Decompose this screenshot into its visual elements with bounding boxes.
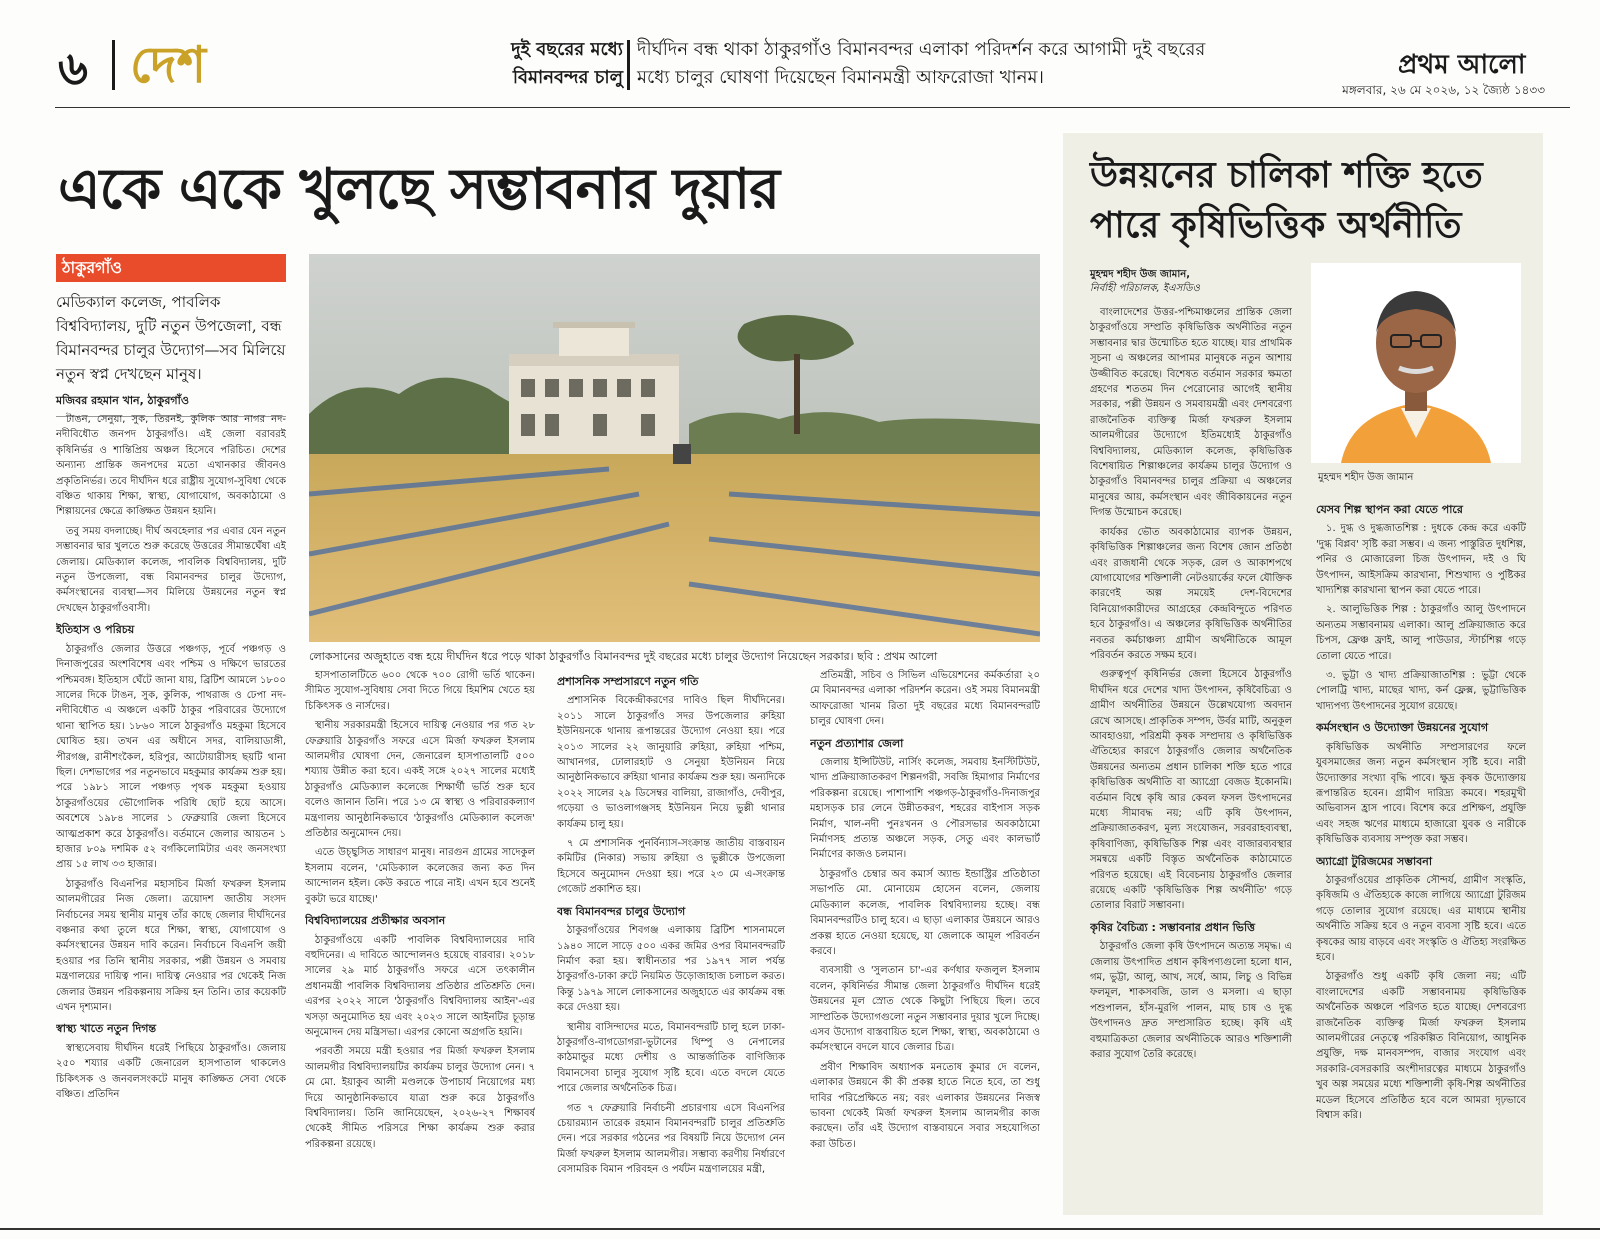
paragraph: ঠাকুরগাঁওয়ে একটি পাবলিক বিশ্ববিদ্যালয়ের দাবি বহুদিনের। এ দাবিতে আন্দোলনও হয়েছে বারবার। ২০১৮ সালের ২৯ মার্চ ঠাকুরগাঁও সফরে এসে তৎকালীন প্রধানমন্ত্রী পাবলিক বিশ্ববিদ্যালয় প্রতিষ্ঠার প্রতিশ্রুতি দেন। এরপর ২০২২ সালে 'ঠাকুরগাঁও বিশ্ববিদ্যালয় আইন'-এর খসড়া অনুমোদিত হয় এবং ২০২৩ সালে আইনটির চূড়ান্ত অনুমোদন দেয় মন্ত্রিসভা। এরপর কোনো অগ্রগতি হয়নি। [305,934,535,1038]
subhead-university: বিশ্ববিদ্যালয়ের প্রতীক্ষার অবসান [305,914,446,928]
subhead-employment: কর্মসংস্থান ও উদ্যোক্তা উন্নয়নের সুযোগ [1316,721,1489,735]
sidebar-column-right [1316,496,1526,1217]
paragraph: টাঙন, সেনুয়া, সুক, তিরনই, কুলিক আর নাগর নদ-নদীবিধৌত জনপদ ঠাকুরগাঁও। এই জেলা বরাবরই কৃষিনির্ভর ও শান্তিপ্রিয় অঞ্চল হিসেবে পরিচিত। দেশের অন্যান্য প্রান্তিক জনপদের মতো এখানকার জীবনও প্রকৃতিনির্ভর। তবে দীর্ঘদিন ধরে রাষ্ট্রীয় সুযোগ-সুবিধা থেকে বঞ্চিত থাকায় শিক্ষা, স্বাস্থ্য, যোগাযোগ, অবকাঠামো ও শিল্পায়নের ক্ষেত্রে কাঙ্ক্ষিত উন্নয়ন হয়নি। [56,414,286,518]
paragraph: কৃষিভিত্তিক অর্থনীতি সম্প্রসারণের ফলে যুবসমাজের জন্য নতুন কর্মসংস্থান সৃষ্টি হবে। নারী উদ্যোক্তার সংখ্যা বৃদ্ধি পাবে। ক্ষুদ্র কৃষক উদ্যোক্তায় রূপান্তরিত হবেন। গ্রামীণ দারিদ্র্য কমবে। শহরমুখী অভিবাসন হ্রাস পাবে। বিশেষ করে প্রশিক্ষণ, প্রযুক্তি এবং সহজ ঋণের মাধ্যমে হাজারো যুবক ও নারীকে কৃষিভিত্তিক ব্যবসায় সম্পৃক্ত করা সম্ভব। [1316,741,1526,846]
header-separator [112,40,115,90]
subhead-airport: বন্ধ বিমানবন্দর চালুর উদ্যোগ [557,904,686,918]
portrait-illustration [1311,263,1521,463]
paragraph: ঠাকুরগাঁও জেলা কৃষি উৎপাদনে অত্যন্ত সমৃদ্ধ। এ জেলায় উৎপাদিত প্রধান কৃষিপণ্যগুলো হলো ধান, গম, ভুট্টা, আলু, আখ, সর্ষে, আম, লিচু ও বিভিন্ন ফলমূল, শাকসবজি, ডাল ও মসলা। এ ছাড়া পশুপালন, হাঁস-মুরগি পালন, মাছ চাষ ও দুগ্ধ উৎপাদনও দ্রুত সম্প্রসারিত হচ্ছে। কৃষি এই বহুমাত্রিকতা জেলার অর্থনীতিকে আরও শক্তিশালী করার সুযোগ তৈরি করেছে। [1090,941,1292,1061]
main-headline: একে একে খুলছে সম্ভাবনার দুয়ার [58,156,780,222]
header-rule [55,107,1570,108]
sidebar-column-left [1090,305,1292,1217]
sidebar-title: উন্নয়নের চালিকা শক্তি হতে পারে কৃষিভিত্তিক অর্থনীতি [1090,154,1483,246]
paragraph: কার্যকর ভৌত অবকাঠামোর ব্যাপক উন্নয়ন, কৃষিভিত্তিক শিল্পাঞ্চলের জন্য বিশেষ জোন প্রতিষ্ঠা এবং রাজধানী থেকে সড়ক, রেল ও আকাশপথে যোগাযোগের শক্তিশালী নেটওয়ার্কের ফলে যৌক্তিক কারণেই অল্প সময়েই দেশ-বিদেশের বিনিয়োগকারীদের আগ্রহের কেন্দ্রবিন্দুতে পরিণত হবে ঠাকুরগাঁও। এ অঞ্চলের কৃষিভিত্তিক অর্থনীতির নবতর কর্মচাঞ্চল্য গ্রামীণ অর্থনীতিকে আমূল পরিবর্তন করতে সক্ষম হবে। [1090,526,1292,661]
teaser-text: দীর্ঘদিন বন্ধ থাকা ঠাকুরগাঁও বিমানবন্দর এলাকা পরিদর্শন করে আগামী দুই বছরের মধ্যে চালুর ঘোষণা দিয়েছেন বিমানমন্ত্রী আফরোজা খানম। [637,39,1206,88]
airport-photo [309,254,1040,642]
paragraph: হাসপাতালটিতে ৬০০ থেকে ৭০০ রোগী ভর্তি থাকেন। সীমিত সুযোগ-সুবিধায় সেবা দিতে গিয়ে হিমশিম খেতে হয় চিকিৎসক ও নার্সদের। [305,670,535,712]
paragraph: ২. আলুভিত্তিক শিল্প : ঠাকুরগাঁও আলু উৎপাদনে অন্যতম সম্ভাবনাময় এলাকা। আলু প্রক্রিয়াজাত করে চিপস, ফ্রেঞ্চ ফ্রাই, আলু পাউডার, স্টার্চশিল্প গড়ে তোলা যেতে পারে। [1316,604,1526,662]
location-tag: ঠাকুরগাঁও [56,254,286,282]
subhead-new-hope: নতুন প্রত্যাশার জেলা [810,736,904,750]
paragraph: ঠাকুরগাঁও চেম্বার অব কমার্স অ্যান্ড ইন্ডাস্ট্রির প্রতিষ্ঠাতা সভাপতি মো. মোনায়েম হোসেন বলেন, জেলায় মেডিক্যাল কলেজ, পাবলিক বিশ্ববিদ্যালয় হচ্ছে। বন্ধ বিমানবন্দরটিও চালু হবে। এ ছাড়া এলাকার উন্নয়নে আরও প্রকল্প হাতে নেওয়া হয়েছে, যা জেলাকে আমূল পরিবর্তন করবে। [810,868,1040,957]
article-column-2 [305,668,535,1222]
paragraph: গুরুত্বপূর্ণ কৃষিনির্ভর জেলা হিসেবে ঠাকুরগাঁও দীর্ঘদিন ধরে দেশের খাদ্য উৎপাদন, কৃষিবৈচিত্র্য ও গ্রামীণ অর্থনীতির উন্নয়নে উল্লেখযোগ্য অবদান রেখে আসছে। প্রাকৃতিক সম্পদ, উর্বর মাটি, অনুকূল আবহাওয়া, পরিশ্রমী কৃষক সম্প্রদায় ও কৃষিভিত্তিক ঐতিহ্যের কারণে ঠাকুরগাঁও জেলার অর্থনৈতিক উন্নয়নের অন্যতম প্রধান চালিকা শক্তি হতে পারে কৃষিভিত্তিক অর্থনীতি বা অ্যাগ্রো বেজড ইকোনমি। বর্তমান বিশ্বে কৃষি আর কেবল ফসল উৎপাদনের মধ্যে সীমাবদ্ধ নয়; এটি কৃষি উৎপাদন, প্রক্রিয়াজাতকরণ, মূল্য সংযোজন, সরবরাহব্যবস্থা, কৃষিবাণিজ্য, কৃষিভিত্তিক শিল্প এবং বাজারব্যবস্থার সমন্বয়ে একটি বিস্তৃত অর্থনৈতিক কাঠামোতে পরিণত হয়েছে। এই বিবেচনায় ঠাকুরগাঁও জেলার রয়েছে একটি 'কৃষিভিত্তিক শিল্প অর্থনীতি' গড়ে তোলার বিরাট সম্ভাবনা। [1090,669,1292,912]
section-name: দেশ [130,35,207,94]
paragraph: এতে উচ্ছ্বসিত সাধারণ মানুষ। নারগুন গ্রামের সাদেকুল ইসলাম বলেন, 'মেডিক্যাল কলেজের জন্য কত দিন আন্দোলন হইল। কেউ করতে পারে নাই। এখন হবে শুনেই বুকটা ভরে যাচ্ছে।' [305,847,535,905]
article-byline: মজিবর রহমান খান, ঠাকুরগাঁও [56,392,286,417]
paragraph: প্রশাসনিক বিকেন্দ্রীকরণের দাবিও ছিল দীর্ঘদিনের। ২০১১ সালে ঠাকুরগাঁও সদর উপজেলার রুহিয়া ইউনিয়নকে থানায় রূপান্তরের উদ্যোগ নেওয়া হয়। পরে ২০১৩ সালের ২২ জানুয়ারি রুহিয়া, রুহিয়া পশ্চিম, আখানগর, ঢোলারহাট ও সেনুয়া ইউনিয়ন নিয়ে আনুষ্ঠানিকভাবে রুহিয়া থানার কার্যক্রম শুরু হয়। অন্যদিকে ২০২২ সালের ২৯ ডিসেম্বর বালিয়া, রাজাগাঁও, দেবীপুর, গড়েয়া ও ভাওলাগঞ্জসহ ইউনিয়ন নিয়ে ভুল্লী থানার কার্যক্রম চালু হয়। [557,695,785,830]
paragraph: বাংলাদেশের উত্তর-পশ্চিমাঞ্চলের প্রান্তিক জেলা ঠাকুরগাঁওয়ে সম্প্রতি কৃষিভিত্তিক অর্থনীতির নতুন সম্ভাবনার দ্বার উন্মোচিত হতে যাচ্ছে। যার প্রাথমিক সূচনা এ অঞ্চলের আপামর মানুষকে নতুন আশায় উজ্জীবিত করেছে। বিশেষত বর্তমান সরকার ক্ষমতা গ্রহণের শততম দিন পেরোনোর আগেই স্থানীয় সরকার, পল্লী উন্নয়ন ও সমবায়মন্ত্রী এবং দেশবরেণ্য রাজনৈতিক ব্যক্তিত্ব মির্জা ফখরুল ইসলাম আলমগীরের উদ্যোগে ইতিমধ্যেই ঠাকুরগাঁও বিশ্ববিদ্যালয়, মেডিক্যাল কলেজ, কৃষিভিত্তিক বিশেষায়িত শিল্পাঞ্চলের কার্যক্রম চালুর উদ্যোগ ও ঠাকুরগাঁও বিমানবন্দর চালুর প্রক্রিয়া এ অঞ্চলের মানুষের আয়, কর্মসংস্থান এবং জীবিকায়নের নতুন দিগন্ত উন্মোচন করেছে। [1090,307,1292,519]
paragraph: ব্যবসায়ী ও 'সুলতান চা'-এর কর্ণধার ফজলুল ইসলাম বলেন, কৃষিনির্ভর সীমান্ত জেলা ঠাকুরগাঁও দীর্ঘদিন ধরেই উন্নয়নের মূল স্রোত থেকে কিছুটা পিছিয়ে ছিল। তবে সাম্প্রতিক উদ্যোগগুলো নতুন সম্ভাবনার দুয়ার খুলে দিচ্ছে। এসব উদ্যোগ বাস্তবায়িত হলে শিক্ষা, স্বাস্থ্য, অবকাঠামো ও কর্মসংস্থানে বদলে যাবে জেলার চিত্র। [810,965,1040,1054]
author-name: মুহম্মদ শহীদ উজ জামান, [1090,269,1191,280]
paragraph: তবু সময় বদলাচ্ছে। দীর্ঘ অবহেলার পর এবার যেন নতুন সম্ভাবনার দ্বার খুলতে শুরু করেছে উত্তরের সীমান্তঘেঁষা এই জেলায়। মেডিক্যাল কলেজ, পাবলিক বিশ্ববিদ্যালয়, দুটি নতুন উপজেলা, বন্ধ বিমানবন্দর চালুর উদ্যোগ, কর্মসংস্থানের ব্যবস্থা—সব মিলিয়ে উন্নয়নের নতুন স্বপ্ন দেখছেন ঠাকুরগাঁওবাসী। [56,525,286,614]
teaser-separator [627,40,630,90]
portrait-caption: মুহম্মদ শহীদ উজ জামান [1318,472,1414,483]
subhead-tourism: অ্যাগ্রো টুরিজমের সম্ভাবনা [1316,854,1433,868]
paragraph: ঠাকুরগাঁওয়ের প্রাকৃতিক সৌন্দর্য, গ্রামীণ সংস্কৃতি, কৃষিজমি ও ঐতিহ্যকে কাজে লাগিয়ে অ্যাগ্রো টুরিজম গড়ে তোলার সুযোগ রয়েছে। এর মাধ্যমে স্থানীয় অর্থনীতি সক্রিয় হবে ও নতুন ব্যবসা সৃষ্টি হবে। এতে কৃষকের আয় বাড়বে এবং সংস্কৃতি ও ঐতিহ্য সংরক্ষিত হবে। [1316,874,1526,963]
paragraph: ৭ মে প্রশাসনিক পুনর্বিন্যাস-সংক্রান্ত জাতীয় বাস্তবায়ন কমিটির (নিকার) সভায় রুহিয়া ও ভুল্লীকে উপজেলা হিসেবে অনুমোদন দেওয়া হয়। পরে ২৩ মে এ-সংক্রান্ত গেজেট প্রকাশিত হয়। [557,838,785,896]
paragraph: ঠাকুরগাঁও শুধু একটি কৃষি জেলা নয়; এটি বাংলাদেশের একটি সম্ভাবনাময় কৃষিভিত্তিক অর্থনৈতিক অঞ্চলে পরিণত হতে যাচ্ছে। দেশবরেণ্য রাজনৈতিক ব্যক্তিত্ব মির্জা ফখরুল ইসলাম আলমগীরের নেতৃত্বে পরিকল্পিত বিনিয়োগ, আধুনিক প্রযুক্তি, দক্ষ মানবসম্পদ, বাজার সংযোগ এবং সরকারি-বেসরকারি অংশীদারত্বের মাধ্যমে ঠাকুরগাঁও খুব অল্প সময়ের মধ্যে শক্তিশালী কৃষি-শিল্প অর্থনীতির মডেল হিসেবে প্রতিষ্ঠিত হবে বলে আমরা দৃঢ়ভাবে বিশ্বাস করি। [1316,971,1526,1122]
airport-illustration [309,254,1040,642]
paragraph: ১. দুগ্ধ ও দুগ্ধজাতশিল্প : দুধকে কেন্দ্র করে একটি 'দুগ্ধ বিপ্লব' সৃষ্টি করা সম্ভব। এ জন্য পাস্তুরিত দুধশিল্প, পনির ও মোজারেলা চিজ উৎপাদন, দই ও ঘি উৎপাদন, আইসক্রিম কারখানা, শিশুখাদ্য ও পুষ্টিকর খাদ্যশিল্প কারখানা স্থাপন করা যেতে পারে। [1316,523,1526,597]
article-column-3 [557,668,785,1222]
paragraph: পরবর্তী সময়ে মন্ত্রী হওয়ার পর মির্জা ফখরুল ইসলাম আলমগীর বিশ্ববিদ্যালয়টির কার্যক্রম চালুর উদ্যোগ নেন। ৭ মে মো. ইয়াকুব আলী মণ্ডলকে উপাচার্য নিয়োগের মধ্য দিয়ে আনুষ্ঠানিকভাবে যাত্রা শুরু করে ঠাকুরগাঁও বিশ্ববিদ্যালয়। তিনি জানিয়েছেন, ২০২৬-২৭ শিক্ষাবর্ষ থেকেই সীমিত পরিসরে শিক্ষা কার্যক্রম শুরু করার পরিকল্পনা রয়েছে। [305,1046,535,1150]
subhead-history: ইতিহাস ও পরিচয় [56,623,135,637]
article-intro: মেডিক্যাল কলেজ, পাবলিক বিশ্ববিদ্যালয়, দুটি নতুন উপজেলা, বন্ধ বিমানবন্দর চালুর উদ্যোগ—সব মিলিয়ে নতুন স্বপ্ন দেখছেন মানুষ। [56,293,286,383]
newspaper-logo[interactable]: প্রথম আলো [1398,50,1526,80]
subhead-industries: যেসব শিল্প স্থাপন করা যেতে পারে [1316,503,1463,516]
paragraph: জেলায় ইন্সিটিউট, নার্সিং কলেজ, সমবায় ইনস্টিটিউট, খাদ্য প্রক্রিয়াজাতকরণ শিল্পনগরী, সবজি হিমাগার নির্মাণের পরিকল্পনা রয়েছে। পাশাপাশি পঞ্চগড়-ঠাকুরগাঁও-দিনাজপুর মহাসড়ক চার লেনে উন্নীতকরণ, শহরের বাইপাস সড়ক নির্মাণ, খাল-নদী পুনঃখনন ও পৌরসভার অবকাঠামো নির্মাণসহ প্রত্যন্ত অঞ্চলে সড়ক, সেতু এবং কালভার্ট নির্মাণের কাজও চলমান। [810,757,1040,861]
subhead-diversity: কৃষির বৈচিত্র্য : সম্ভাবনার প্রধান ভিত্তি [1090,920,1256,934]
paragraph: স্থানীয় সরকারমন্ত্রী হিসেবে দায়িত্ব নেওয়ার পর গত ২৮ ফেব্রুয়ারি ঠাকুরগাঁও সফরে এসে মির্জা ফখরুল ইসলাম আলমগীর ঘোষণা দেন, জেনারেল হাসপাতালটি ৫০০ শয্যায় উন্নীত করা হবে। একই সঙ্গে ২০২৭ সালের মধ্যেই ঠাকুরগাঁও মেডিক্যাল কলেজে শিক্ষার্থী ভর্তি শুরু হবে বলেও জানান তিনি। পরে ১৩ মে স্বাস্থ্য ও পরিবারকল্যাণ মন্ত্রণালয় আনুষ্ঠানিকভাবে 'ঠাকুরগাঁও মেডিক্যাল কলেজ' প্রতিষ্ঠার অনুমোদন দেয়। [305,720,535,840]
paragraph: গত ৭ ফেব্রুয়ারি নির্বাচনী প্রচারণায় এসে বিএনপির চেয়ারম্যান তারেক রহমান বিমানবন্দরটি চালুর প্রতিশ্রুতি দেন। পরে সরকার গঠনের পর বিষয়টি নিয়ে উদ্যোগ নেন মির্জা ফখরুল ইসলাম আলমগীর। সম্ভাব্য করণীয় নির্ধারণে বেসামরিক বিমান পরিবহন ও পর্যটন মন্ত্রণালয়ের মন্ত্রী, [557,1102,785,1176]
paragraph: স্বাস্থ্যসেবায় দীর্ঘদিন ধরেই পিছিয়ে ঠাকুরগাঁও। জেলায় ২৫০ শয্যার একটি জেনারেল হাসপাতাল থাকলেও চিকিৎসক ও জনবলসংকটে মানুষ কাঙ্ক্ষিত সেবা থেকে বঞ্চিত। প্রতিদিন [56,1042,286,1101]
subhead-health: স্বাস্থ্য খাতে নতুন দিগন্ত [56,1022,157,1036]
paragraph: প্রতিমন্ত্রী, সচিব ও সিভিল এভিয়েশনের কর্মকর্তারা ২০ মে বিমানবন্দর এলাকা পরিদর্শন করেন। ওই সময় বিমানমন্ত্রী আফরোজা খানম রিতা দুই বছরের মধ্যে বিমানবন্দরটি চালুর ঘোষণা দেন। [810,670,1040,728]
page-number: ৬ [58,41,88,95]
dateline: মঙ্গলবার, ২৬ মে ২০২৬, ১২ জ্যৈষ্ঠ ১৪৩৩ [1342,83,1545,97]
author-role: নির্বাহী পরিচালক, ইএসডিও [1090,283,1200,294]
paragraph: প্রবীণ শিক্ষাবিদ অধ্যাপক মনতোষ কুমার দে বলেন, এলাকার উন্নয়নে কী কী প্রকল্প হাতে নিতে হবে, তা শুধু দাবির পরিপ্রেক্ষিতে নয়; বরং এলাকার উন্নয়নের নিজস্ব ভাবনা থেকেই মির্জা ফখরুল ইসলাম আলমগীর কাজ করছেন। তাঁর এই উদ্যোগ বাস্তবায়নে সবার সহযোগিতা করা উচিত। [810,1061,1040,1150]
paragraph: ঠাকুরগাঁওয়ের শিবগঞ্জ এলাকায় ব্রিটিশ শাসনামলে ১৯৪০ সালে সাড়ে ৫০০ একর জমির ওপর বিমানবন্দরটি নির্মাণ করা হয়। স্বাধীনতার পর ১৯৭৭ সাল পর্যন্ত ঠাকুরগাঁও-ঢাকা রুটে নিয়মিত উড়োজাহাজ চলাচল করত। কিন্তু ১৯৭৯ সালে লোকসানের অজুহাতে এর কার্যক্রম বন্ধ করে দেওয়া হয়। [557,925,785,1014]
teaser-title: দুই বছরের মধ্যে বিমানবন্দর চালু [511,39,623,88]
subhead-admin: প্রশাসনিক সম্প্রসারণে নতুন গতি [557,675,699,688]
paragraph: স্থানীয় বাসিন্দাদের মতে, বিমানবন্দরটি চালু হলে ঢাকা-ঠাকুরগাঁও-বাগডোগরা-ভুটানের থিম্পু ও নেপালের কাঠমান্ডুর মধ্যে দেশীয় ও আন্তর্জাতিক বাণিজ্যিক বিমানসেবা চালুর সুযোগ সৃষ্টি হবে। এতে বদলে যেতে পারে জেলার অর্থনৈতিক চিত্র। [557,1021,785,1095]
photo-caption: লোকসানের অজুহাতে বন্ধ হয়ে দীর্ঘদিন ধরে পড়ে থাকা ঠাকুরগাঁও বিমানবন্দর দুই বছরের মধ্যে চালুর উদ্যোগ নিয়েছেন সরকার। ছবি : প্রথম আলো [309,650,938,663]
sidebar-author [1090,268,1290,296]
footer-rule [0,1228,1600,1230]
article-column-4 [810,668,1040,1222]
paragraph: ঠাকুরগাঁও বিএনপির মহাসচিব মির্জা ফখরুল ইসলাম আলমগীরের নিজ জেলা। ত্রয়োদশ জাতীয় সংসদ নির্বাচনের সময় স্থানীয় মানুষ তাঁর কাছে জেলার দীর্ঘদিনের বঞ্চনার কথা তুলে ধরে শিক্ষা, স্বাস্থ্য, যোগাযোগ ও কর্মসংস্থানের উন্নয়ন দাবি করেন। নির্বাচনে বিএনপি জয়ী হওয়ার পর তিনি স্থানীয় সরকার, পল্লী উন্নয়ন ও সমবায় মন্ত্রণালয়ের দায়িত্ব পান। দায়িত্ব নেওয়ার পর থেকেই নিজ জেলার উন্নয়ন পরিকল্পনায় সক্রিয় হন তিনি। তার কয়েকটি এখন দৃশ্যমান। [56,878,286,1014]
article-column-1 [56,412,286,1222]
author-portrait [1311,263,1521,463]
paragraph: ৩. ভুট্টা ও খাদ্য প্রক্রিয়াজাতশিল্প : ভুট্টা থেকে পোলট্রি খাদ্য, মাছের খাদ্য, কর্ন ফ্লেক্স, ভুট্টাভিত্তিক খাদ্যপণ্য উৎপাদনের সুযোগ রয়েছে। [1316,670,1526,712]
paragraph: ঠাকুরগাঁও জেলার উত্তরে পঞ্চগড়, পূর্বে পঞ্চগড় ও দিনাজপুরের অংশবিশেষ এবং পশ্চিম ও দক্ষিণে ভারতের পশ্চিমবঙ্গ। ইতিহাস ঘেঁটে জানা যায়, ব্রিটিশ আমলে ১৮০০ সালের দিকে টাঙন, সুক, কুলিক, পাথরাজ ও ঢেপা নদ-নদীবিধৌত এ অঞ্চলে একটি ঠাকুর পরিবারের উদ্যোগে থানা স্থাপিত হয়। ১৮৬০ সালে ঠাকুরগাঁও মহকুমা হিসেবে ঘোষিত হয়। তখন এর অধীনে সদর, বালিয়াডাঙ্গী, পীরগঞ্জ, রানীশংকৈল, হরিপুর, আটোয়ারীসহ ছয়টি থানা ছিল। দেশভাগের পর নতুনভাবে মহকুমার কার্যক্রম শুরু হয়। পরে ১৯৮১ সালে পঞ্চগড় পৃথক মহকুমা হওয়ায় ঠাকুরগাঁওয়ের ভৌগোলিক পরিধি ছোট হয়ে আসে। অবশেষে ১৯৮৪ সালের ১ ফেব্রুয়ারি জেলা হিসেবে আত্মপ্রকাশ করে ঠাকুরগাঁও। বর্তমানে জেলার আয়তন ১ হাজার ৮০৯ দশমিক ৫২ বর্গকিলোমিটার এবং জনসংখ্যা প্রায় ১৫ লাখ ৩৩ হাজার। [56,643,286,871]
